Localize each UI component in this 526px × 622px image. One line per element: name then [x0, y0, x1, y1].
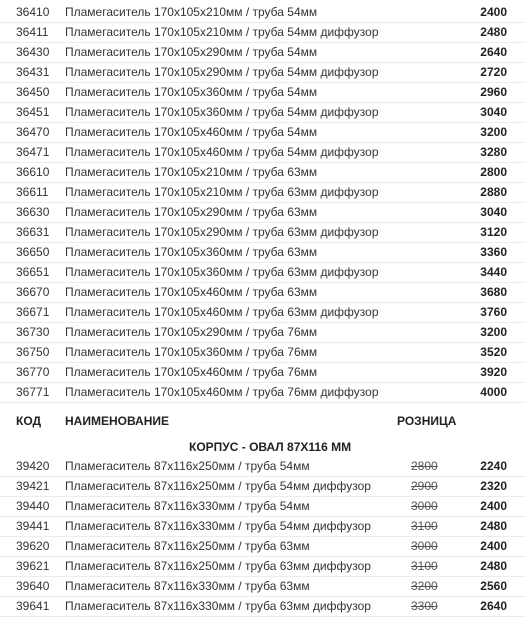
- table-row: [0, 303, 526, 323]
- product-name: Пламегаситель 87х116х330мм / труба 63мм диффузор: [65, 599, 371, 613]
- product-price: 2720: [480, 65, 507, 79]
- old-price: 3000: [411, 539, 438, 553]
- product-name: Пламегаситель 87х116х250мм / труба 54мм диффузор: [65, 479, 371, 493]
- product-price: 2320: [480, 479, 507, 493]
- product-code: 36770: [16, 365, 50, 379]
- product-price: 3520: [480, 345, 507, 359]
- table-row: [0, 243, 526, 263]
- product-code: 36430: [16, 45, 50, 59]
- product-name: Пламегаситель 170х105х210мм / труба 63мм: [65, 165, 318, 179]
- table-row: [0, 363, 526, 383]
- product-name: Пламегаситель 170х105х290мм / труба 54мм: [65, 45, 318, 59]
- product-name: Пламегаситель 170х105х460мм / труба 76мм: [65, 365, 318, 379]
- section-title: [0, 437, 526, 457]
- product-name: Пламегаситель 87х116х250мм / труба 63мм: [65, 539, 310, 553]
- product-code: 39420: [16, 459, 50, 473]
- product-code: 36771: [16, 385, 50, 399]
- product-code: 39441: [16, 519, 50, 533]
- product-code: 39421: [16, 479, 50, 493]
- product-code: 36631: [16, 225, 50, 239]
- table-row: [0, 477, 526, 497]
- product-price: 2480: [480, 519, 507, 533]
- product-code: 36630: [16, 205, 50, 219]
- product-price: 3440: [480, 265, 507, 279]
- product-code: 39440: [16, 499, 50, 513]
- column-header-code: КОД: [16, 414, 42, 428]
- section-title-text: КОРПУС - ОВАЛ 87Х116 ММ: [189, 440, 352, 454]
- table-row: [0, 183, 526, 203]
- product-name: Пламегаситель 170х105х460мм / труба 76мм диффузор: [65, 385, 379, 399]
- product-price: 2640: [480, 599, 507, 613]
- old-price: 3300: [411, 599, 438, 613]
- product-name: Пламегаситель 170х105х360мм / труба 54мм: [65, 85, 318, 99]
- table-row: [0, 223, 526, 243]
- table-row: [0, 63, 526, 83]
- product-name: Пламегаситель 170х105х460мм / труба 63мм: [65, 285, 318, 299]
- product-price: 3040: [480, 205, 507, 219]
- product-price: 2880: [480, 185, 507, 199]
- product-code: 36651: [16, 265, 50, 279]
- table-row: [0, 123, 526, 143]
- product-price: 3200: [480, 125, 507, 139]
- product-code: 36650: [16, 245, 50, 259]
- table-row: [0, 163, 526, 183]
- table-row: [0, 557, 526, 577]
- product-code: 36611: [16, 185, 49, 199]
- table-row: [0, 323, 526, 343]
- product-name: Пламегаситель 170х105х460мм / труба 63мм диффузор: [65, 305, 379, 319]
- product-code: 36470: [16, 125, 50, 139]
- table-row: [0, 83, 526, 103]
- product-price: 3920: [480, 365, 507, 379]
- column-header-name: НАИМЕНОВАНИЕ: [65, 414, 169, 428]
- product-code: 36411: [16, 25, 49, 39]
- product-price: 2960: [480, 85, 507, 99]
- product-name: Пламегаситель 87х116х250мм / труба 54мм: [65, 459, 310, 473]
- product-code: 39641: [16, 599, 50, 613]
- product-name: Пламегаситель 170х105х460мм / труба 54мм: [65, 125, 318, 139]
- product-name: Пламегаситель 87х116х330мм / труба 63мм: [65, 579, 310, 593]
- product-code: 36671: [16, 305, 50, 319]
- product-price: 4000: [480, 385, 507, 399]
- table-row: [0, 577, 526, 597]
- product-price: 2480: [480, 25, 507, 39]
- product-price: 2400: [480, 499, 507, 513]
- product-code: 39621: [16, 559, 50, 573]
- product-code: 36431: [16, 65, 50, 79]
- product-price: 2400: [480, 5, 507, 19]
- product-price: 3360: [480, 245, 507, 259]
- product-name: Пламегаситель 170х105х360мм / труба 63мм диффузор: [65, 265, 379, 279]
- product-price: 2560: [480, 579, 507, 593]
- product-code: 36610: [16, 165, 50, 179]
- product-price: 2800: [480, 165, 507, 179]
- product-code: 39640: [16, 579, 50, 593]
- product-price: 3120: [480, 225, 507, 239]
- table-row: [0, 3, 526, 23]
- product-name: Пламегаситель 170х105х210мм / труба 54мм диффузор: [65, 25, 379, 39]
- product-code: 36471: [16, 145, 50, 159]
- old-price: 3200: [411, 579, 438, 593]
- table-row: [0, 43, 526, 63]
- product-price: 2640: [480, 45, 507, 59]
- product-name: Пламегаситель 87х116х330мм / труба 54мм диффузор: [65, 519, 371, 533]
- old-price: 3100: [411, 559, 438, 573]
- table-row: [0, 597, 526, 617]
- product-price: 3680: [480, 285, 507, 299]
- old-price: 2800: [411, 459, 438, 473]
- product-price: 2400: [480, 539, 507, 553]
- product-name: Пламегаситель 170х105х360мм / труба 54мм диффузор: [65, 105, 379, 119]
- table-row: [0, 283, 526, 303]
- old-price: 3100: [411, 519, 438, 533]
- product-name: Пламегаситель 170х105х360мм / труба 63мм: [65, 245, 318, 259]
- product-name: Пламегаситель 170х105х290мм / труба 54мм диффузор: [65, 65, 379, 79]
- table-row: [0, 383, 526, 403]
- product-price: 3760: [480, 305, 507, 319]
- product-name: Пламегаситель 87х116х330мм / труба 54мм: [65, 499, 310, 513]
- product-code: 36410: [16, 5, 50, 19]
- product-code: 39620: [16, 539, 50, 553]
- product-name: Пламегаситель 170х105х460мм / труба 54мм диффузор: [65, 145, 379, 159]
- table-row: [0, 457, 526, 477]
- product-code: 36451: [16, 105, 50, 119]
- product-name: Пламегаситель 170х105х360мм / труба 76мм: [65, 345, 318, 359]
- table-header: [0, 410, 526, 432]
- product-price: 2480: [480, 559, 507, 573]
- table-row: [0, 23, 526, 43]
- table-row: [0, 203, 526, 223]
- product-name: Пламегаситель 170х105х210мм / труба 63мм диффузор: [65, 185, 379, 199]
- product-price: 3280: [480, 145, 507, 159]
- product-code: 36730: [16, 325, 50, 339]
- old-price: 2900: [411, 479, 438, 493]
- table-row: [0, 517, 526, 537]
- table-row: [0, 343, 526, 363]
- product-price: 2240: [480, 459, 507, 473]
- product-code: 36750: [16, 345, 50, 359]
- table-row: [0, 263, 526, 283]
- product-price: 3200: [480, 325, 507, 339]
- table-row: [0, 103, 526, 123]
- product-name: Пламегаситель 170х105х290мм / труба 63мм диффузор: [65, 225, 379, 239]
- table-row: [0, 143, 526, 163]
- product-name: Пламегаситель 170х105х210мм / труба 54мм: [65, 5, 318, 19]
- product-price: 3040: [480, 105, 507, 119]
- product-name: Пламегаситель 170х105х290мм / труба 76мм: [65, 325, 318, 339]
- product-name: Пламегаситель 87х116х250мм / труба 63мм диффузор: [65, 559, 371, 573]
- table-row: [0, 537, 526, 557]
- table-row: [0, 497, 526, 517]
- product-code: 36450: [16, 85, 50, 99]
- product-name: Пламегаситель 170х105х290мм / труба 63мм: [65, 205, 318, 219]
- product-code: 36670: [16, 285, 50, 299]
- column-header-price: РОЗНИЦА: [397, 414, 457, 428]
- old-price: 3000: [411, 499, 438, 513]
